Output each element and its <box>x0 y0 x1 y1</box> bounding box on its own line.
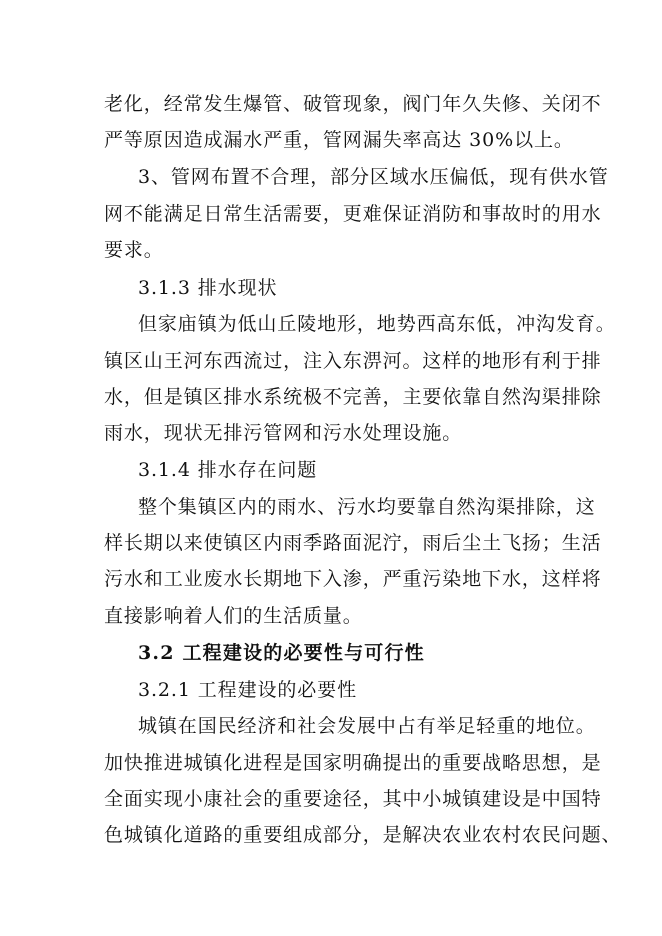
subsection-heading: 3.1.4 排水存在问题 <box>138 459 318 481</box>
paragraph-line: 直接影响着人们的生活质量。 <box>104 605 363 627</box>
paragraph-line: 加快推进城镇化进程是国家明确提出的重要战略思想，是 <box>104 752 602 774</box>
paragraph-line: 要求。 <box>104 239 164 261</box>
paragraph-line: 严等原因造成漏水严重，管网漏失率高达 30%以上。 <box>104 129 574 151</box>
subsection-heading: 3.2.1 工程建设的必要性 <box>138 679 357 701</box>
paragraph-line: 水，但是镇区排水系统极不完善，主要依靠自然沟渠排除 <box>104 386 602 408</box>
paragraph-line: 但家庙镇为低山丘陵地形，地势西高东低，冲沟发育。 <box>138 313 616 335</box>
paragraph-line: 网不能满足日常生活需要，更难保证消防和事故时的用水 <box>104 203 602 225</box>
paragraph-line: 3、管网布置不合理，部分区域水压偏低，现有供水管 <box>138 166 609 188</box>
paragraph-line: 雨水，现状无排污管网和污水处理设施。 <box>104 422 463 444</box>
paragraph-line: 城镇在国民经济和社会发展中占有举足轻重的地位。 <box>138 715 596 737</box>
paragraph-line: 全面实现小康社会的重要途径，其中小城镇建设是中国特 <box>104 788 602 810</box>
paragraph-line: 色城镇化道路的重要组成部分，是解决农业农村农民问题、 <box>104 824 622 846</box>
paragraph-line: 污水和工业废水长期地下入渗，严重污染地下水，这样将 <box>104 568 602 590</box>
section-heading: 3.2 工程建设的必要性与可行性 <box>138 642 425 664</box>
paragraph-line: 样长期以来使镇区内雨季路面泥泞，雨后尘土飞扬；生活 <box>104 532 602 554</box>
paragraph-line: 老化，经常发生爆管、破管现象，阀门年久失修、关闭不 <box>104 93 602 115</box>
subsection-heading: 3.1.3 排水现状 <box>138 277 278 299</box>
paragraph-line: 镇区山王河东西流过，注入东淠河。这样的地形有利于排 <box>104 350 602 372</box>
paragraph-line: 整个集镇区内的雨水、污水均要靠自然沟渠排除，这 <box>138 496 596 518</box>
